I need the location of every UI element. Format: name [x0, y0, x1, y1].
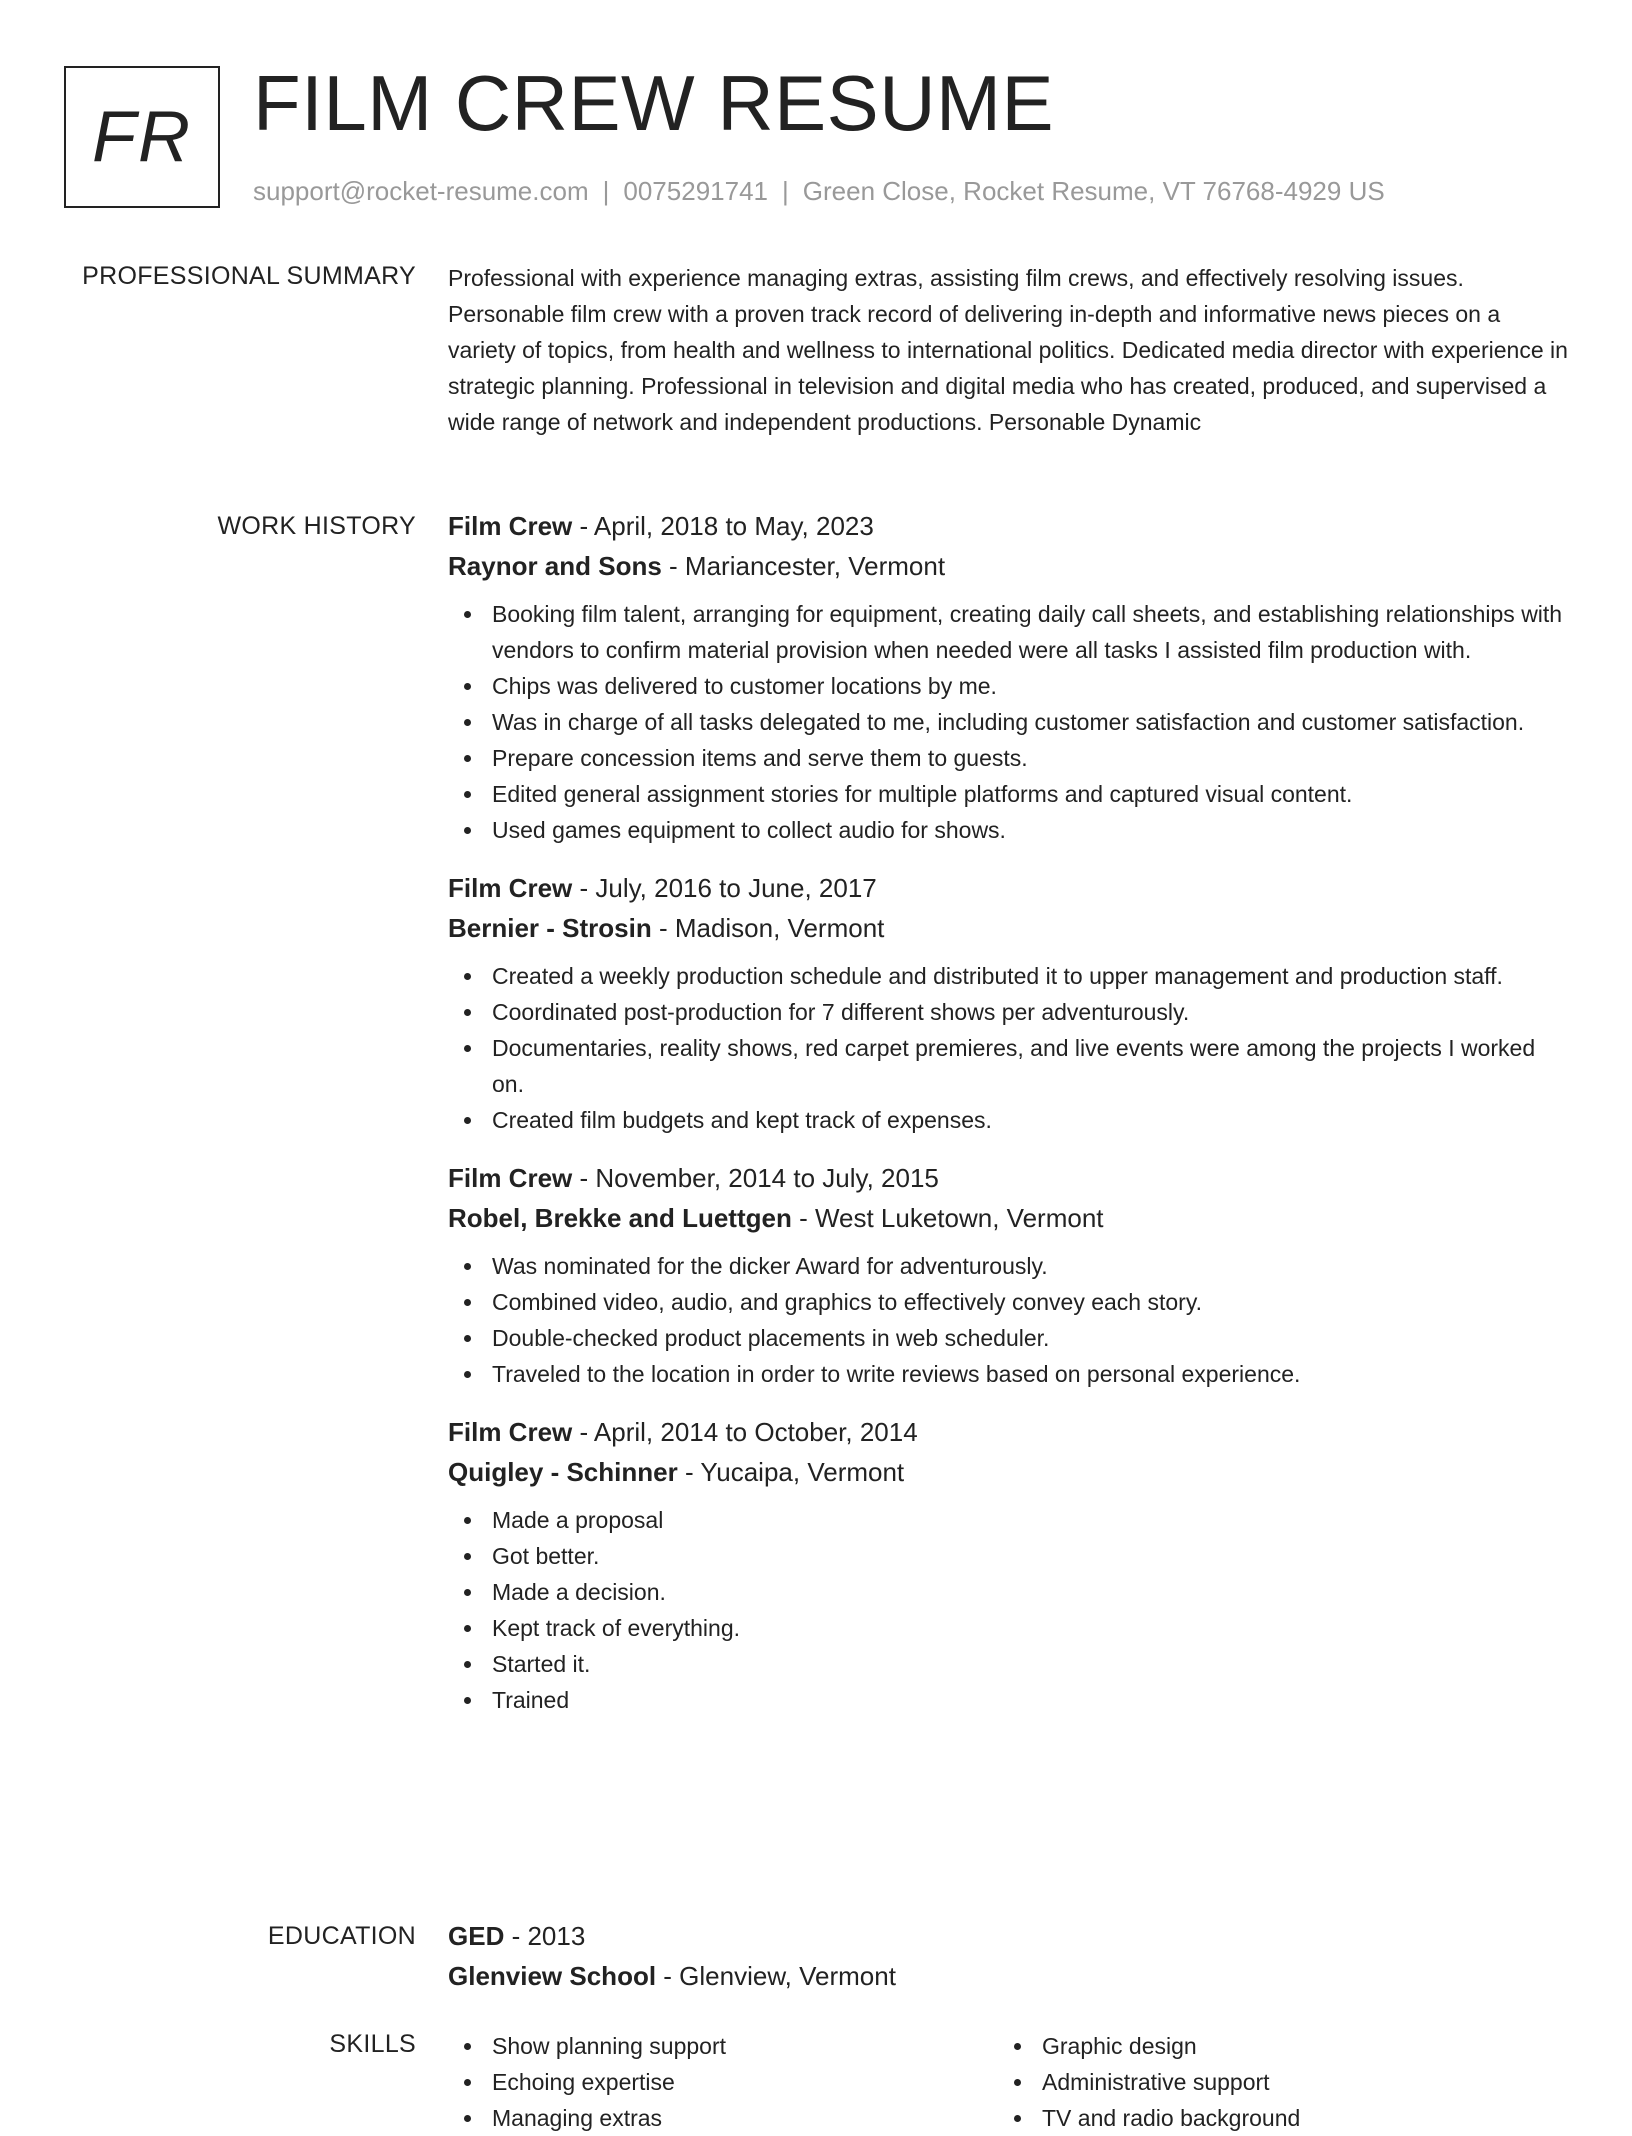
list-item: Documentaries, reality shows, red carpet premieres, and live events were among the projects I worked on. — [448, 1030, 1570, 1102]
job-dates: - July, 2016 to June, 2017 — [572, 873, 877, 903]
job-dates: - April, 2014 to October, 2014 — [572, 1417, 918, 1447]
list-item: Was nominated for the dicker Award for adventurously. — [448, 1248, 1570, 1284]
job-company-line — [448, 546, 1570, 586]
job-dates: - November, 2014 to July, 2015 — [572, 1163, 939, 1193]
skills-list-left — [448, 2028, 998, 2136]
list-item: Created a weekly production schedule and distributed it to upper management and production staff. — [448, 958, 1570, 994]
job-entry — [448, 506, 1570, 848]
list-item: Traveled to the location in order to write reviews based on personal experience. — [448, 1356, 1570, 1392]
list-item: Created film budgets and kept track of expenses. — [448, 1102, 1570, 1138]
summary-text: Professional with experience managing extras, assisting film crews, and effectively resolving issues. Personable film crew with a proven track record of delivering in-depth and informative news pieces on a variety of topics, from health and wellness to international politics. Dedicated media director with experience in strategic planning. Professional in television and digital media who has created, produced, and supervised a wide range of network and independent productions. Personable Dynamic — [448, 265, 1568, 435]
list-item: Booking film talent, arranging for equipment, creating daily call sheets, and establishing relationships with vendors to confirm material provision when needed were all tasks I assisted film production with. — [448, 596, 1570, 668]
job-bullets — [448, 1502, 1570, 1718]
job-company-line — [448, 1198, 1570, 1238]
list-item: Made a proposal — [448, 1502, 1570, 1538]
section-label-skills: SKILLS — [329, 2030, 416, 2058]
resume-title: FILM CREW RESUME — [253, 59, 1055, 147]
contact-address: Green Close, Rocket Resume, VT 76768-4929 US — [802, 176, 1385, 206]
section-label-education: EDUCATION — [267, 1922, 416, 1950]
education-body — [448, 1916, 1570, 1996]
job-bullets — [448, 958, 1570, 1138]
job-location: - Madison, Vermont — [651, 913, 885, 943]
job-entry — [448, 868, 1570, 1138]
job-title-line — [448, 868, 1570, 908]
skill-item: Echoing expertise — [448, 2064, 998, 2100]
skill-item: TV and radio background — [998, 2100, 1548, 2136]
list-item: Combined video, audio, and graphics to effectively convey each story. — [448, 1284, 1570, 1320]
job-company-line — [448, 1452, 1570, 1492]
list-item: Chips was delivered to customer locations by me. — [448, 668, 1570, 704]
contact-line — [253, 175, 1385, 207]
list-item: Prepare concession items and serve them to guests. — [448, 740, 1570, 776]
work-history-body — [448, 506, 1570, 1738]
job-location: - Mariancester, Vermont — [661, 551, 946, 581]
education-degree-line — [448, 1916, 1570, 1956]
list-item: Edited general assignment stories for multiple platforms and captured visual content. — [448, 776, 1570, 812]
job-company: Bernier - Strosin — [448, 913, 652, 943]
summary-body — [448, 260, 1570, 440]
job-bullets — [448, 1248, 1570, 1392]
education-location: - Glenview, Vermont — [656, 1961, 896, 1991]
job-title-line — [448, 1412, 1570, 1452]
section-label-work-history: WORK HISTORY — [217, 512, 416, 540]
skills-list-right — [998, 2028, 1548, 2136]
list-item: Double-checked product placements in web scheduler. — [448, 1320, 1570, 1356]
education-school: Glenview School — [448, 1961, 657, 1991]
education-school-line — [448, 1956, 1570, 1996]
list-item: Was in charge of all tasks delegated to me, including customer satisfaction and customer satisfaction. — [448, 704, 1570, 740]
job-company: Raynor and Sons — [448, 551, 662, 581]
job-entry — [448, 1158, 1570, 1392]
job-bullets — [448, 596, 1570, 848]
job-location: - Yucaipa, Vermont — [677, 1457, 905, 1487]
list-item: Coordinated post-production for 7 different shows per adventurously. — [448, 994, 1570, 1030]
job-title: Film Crew — [448, 1163, 573, 1193]
job-title: Film Crew — [448, 511, 573, 541]
contact-email[interactable]: support@rocket-resume.com — [253, 176, 589, 206]
job-company-line — [448, 908, 1570, 948]
skill-item: Graphic design — [998, 2028, 1548, 2064]
contact-separator: | — [602, 176, 610, 206]
contact-phone[interactable]: 0075291741 — [623, 176, 768, 206]
skill-item: Administrative support — [998, 2064, 1548, 2100]
list-item: Started it. — [448, 1646, 1570, 1682]
job-title-line — [448, 506, 1570, 546]
skill-item: Show planning support — [448, 2028, 998, 2064]
job-title: Film Crew — [448, 1417, 573, 1447]
contact-separator: | — [782, 176, 789, 206]
list-item: Got better. — [448, 1538, 1570, 1574]
list-item: Made a decision. — [448, 1574, 1570, 1610]
job-entry — [448, 1412, 1570, 1718]
job-dates: - April, 2018 to May, 2023 — [572, 511, 874, 541]
job-company: Quigley - Schinner — [448, 1457, 678, 1487]
monogram-logo: FR — [64, 66, 220, 208]
job-title-line — [448, 1158, 1570, 1198]
education-degree: GED — [448, 1921, 505, 1951]
job-location: - West Luketown, Vermont — [791, 1203, 1104, 1233]
list-item: Kept track of everything. — [448, 1610, 1570, 1646]
list-item: Used games equipment to collect audio for shows. — [448, 812, 1570, 848]
section-label-summary: PROFESSIONAL SUMMARY — [82, 262, 416, 290]
job-title: Film Crew — [448, 873, 573, 903]
skill-item: Managing extras — [448, 2100, 998, 2136]
education-year: - 2013 — [504, 1921, 586, 1951]
skills-body — [448, 2018, 1570, 2136]
job-company: Robel, Brekke and Luettgen — [448, 1203, 792, 1233]
list-item: Trained — [448, 1682, 1570, 1718]
